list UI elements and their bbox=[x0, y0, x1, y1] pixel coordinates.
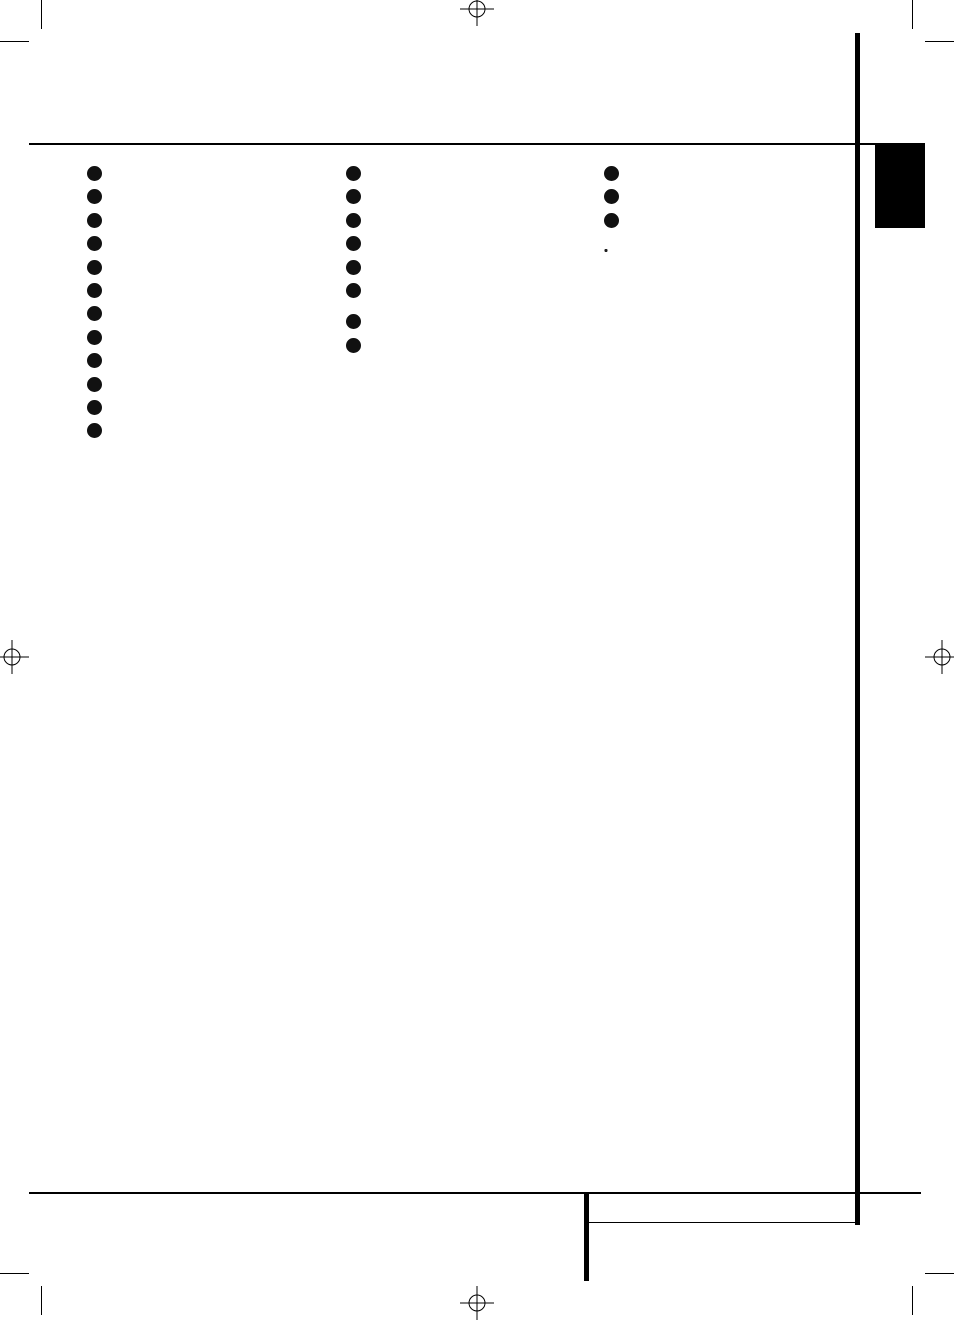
item-menu bbox=[346, 166, 580, 183]
column-3 bbox=[604, 166, 838, 244]
item-stop bbox=[87, 330, 322, 347]
item-search-fwd bbox=[87, 353, 322, 370]
item-number-badge bbox=[87, 189, 102, 204]
item-number-badge bbox=[87, 166, 102, 181]
item-number-badge bbox=[346, 260, 361, 275]
item-pause bbox=[87, 189, 322, 206]
page-edge-bar-top bbox=[855, 33, 860, 1225]
item-number-badge bbox=[346, 338, 361, 353]
item-number-badge bbox=[604, 189, 619, 204]
item-record bbox=[604, 213, 838, 230]
item-skip-previous bbox=[87, 236, 322, 253]
item-number-badge bbox=[346, 236, 361, 251]
item-clear bbox=[346, 338, 580, 355]
item-number-badge bbox=[346, 283, 361, 298]
item-number-badge bbox=[87, 377, 102, 392]
column-1 bbox=[87, 166, 322, 447]
crop-mark-bl-h bbox=[0, 1273, 29, 1274]
header-rule bbox=[29, 143, 925, 145]
column-2 bbox=[346, 166, 580, 361]
item-number-badge bbox=[346, 314, 361, 329]
item-number-badge bbox=[87, 236, 102, 251]
crop-mark-tl-v bbox=[41, 0, 42, 29]
crop-mark-br-h bbox=[925, 1273, 954, 1274]
item-back bbox=[87, 400, 322, 417]
item-number-badge bbox=[87, 330, 102, 345]
registration-mark-top-icon bbox=[460, 0, 494, 26]
page-edge-bar-bottom bbox=[584, 1193, 589, 1281]
language-tab bbox=[875, 144, 925, 228]
item-a-b bbox=[346, 213, 580, 230]
item-dimmer bbox=[87, 377, 322, 394]
item-numeric-keys bbox=[346, 283, 580, 300]
item-number-badge bbox=[87, 260, 102, 275]
item-v-off bbox=[346, 236, 580, 253]
item-number-badge bbox=[346, 213, 361, 228]
item-skip-next bbox=[87, 260, 322, 277]
item-search-rev bbox=[87, 306, 322, 323]
crop-mark-tr-v bbox=[912, 0, 913, 29]
item-ir-emitter bbox=[604, 166, 838, 183]
registration-mark-left-icon bbox=[0, 640, 29, 674]
item-zoom bbox=[87, 423, 322, 440]
crop-mark-bl-v bbox=[41, 1286, 42, 1315]
item-video-mode bbox=[604, 189, 838, 206]
item-number-badge bbox=[87, 400, 102, 415]
item-light bbox=[346, 260, 580, 277]
footer-rule bbox=[29, 1192, 921, 1194]
item-number-badge bbox=[604, 213, 619, 228]
item-status bbox=[87, 213, 322, 230]
item-number-badge bbox=[87, 423, 102, 438]
item-number-badge bbox=[87, 353, 102, 368]
crop-mark-br-v bbox=[912, 1286, 913, 1315]
registration-mark-right-icon bbox=[925, 640, 954, 674]
item-find bbox=[346, 189, 580, 206]
page-footer bbox=[665, 1200, 673, 1212]
item-disc-menu bbox=[87, 166, 322, 183]
footer-underline bbox=[589, 1222, 857, 1223]
crop-mark-tr-h bbox=[925, 41, 954, 42]
item-number-badge bbox=[87, 283, 102, 298]
item-number-badge bbox=[87, 213, 102, 228]
item-number-badge bbox=[346, 166, 361, 181]
item-play-mode bbox=[346, 314, 580, 331]
crop-mark-tl-h bbox=[0, 41, 29, 42]
item-number-badge bbox=[346, 189, 361, 204]
item-number-badge bbox=[87, 306, 102, 321]
item-play bbox=[87, 283, 322, 300]
item-number-badge bbox=[604, 166, 619, 181]
